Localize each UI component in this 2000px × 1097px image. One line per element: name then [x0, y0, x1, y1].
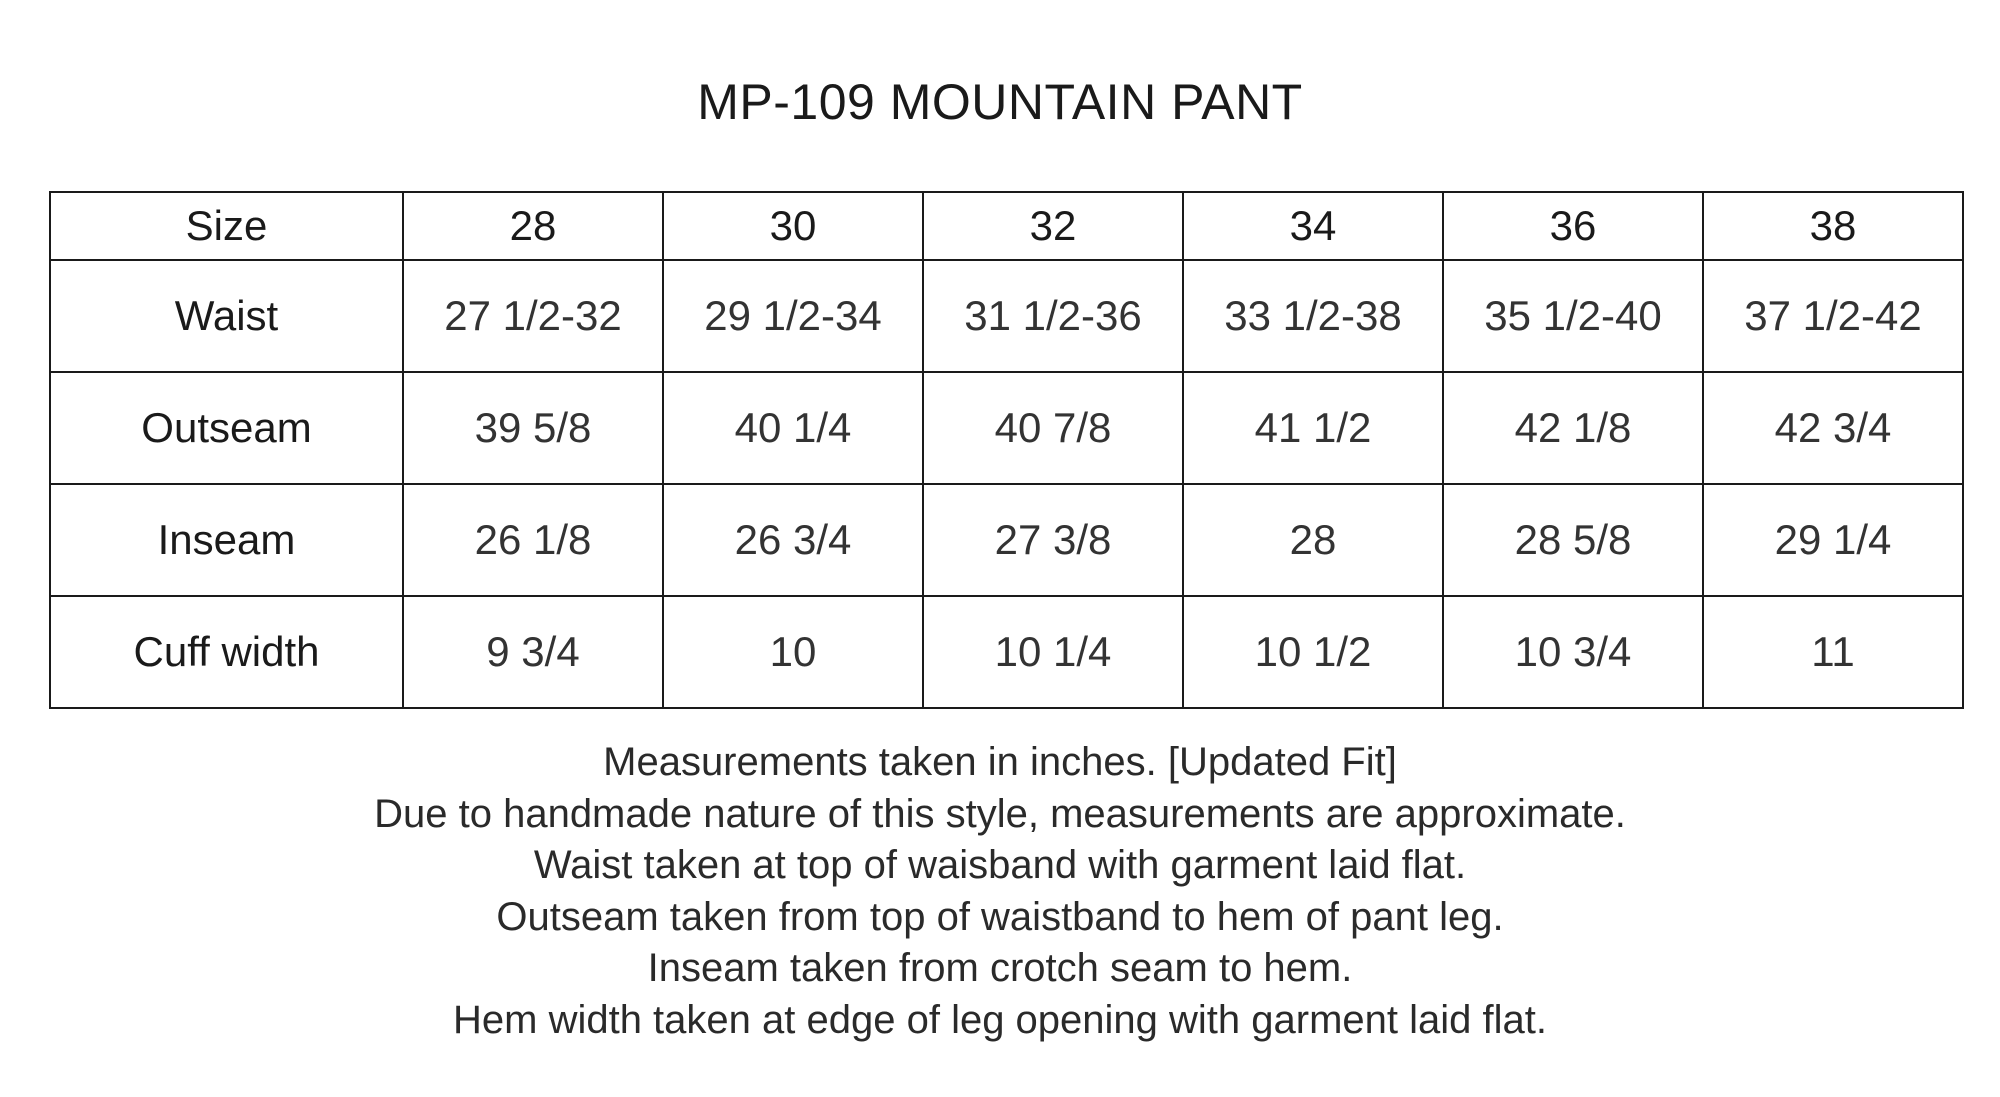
table-cell: 29 1/2-34	[663, 260, 923, 372]
note-line: Waist taken at top of waisband with garment laid flat.	[533, 843, 1467, 887]
table-cell: 10 3/4	[1443, 596, 1703, 708]
table-cell: 33 1/2-38	[1183, 260, 1443, 372]
note-line: Inseam taken from crotch seam to hem.	[647, 946, 1353, 990]
header-size-34: 34	[1183, 192, 1443, 260]
table-cell: 27 3/8	[923, 484, 1183, 596]
row-label-outseam: Outseam	[50, 372, 403, 484]
table-cell: 37 1/2-42	[1703, 260, 1963, 372]
table-cell: 31 1/2-36	[923, 260, 1183, 372]
page-title: MP-109 MOUNTAIN PANT	[697, 74, 1303, 130]
table-cell: 28 5/8	[1443, 484, 1703, 596]
table-cell: 9 3/4	[403, 596, 663, 708]
table-cell: 26 3/4	[663, 484, 923, 596]
row-label-cuff-width: Cuff width	[50, 596, 403, 708]
table-cell: 40 7/8	[923, 372, 1183, 484]
table-cell: 35 1/2-40	[1443, 260, 1703, 372]
table-cell: 26 1/8	[403, 484, 663, 596]
header-size-30: 30	[663, 192, 923, 260]
row-label-waist: Waist	[50, 260, 403, 372]
table-header-row	[50, 192, 1963, 260]
table-cell: 42 1/8	[1443, 372, 1703, 484]
table-cell: 29 1/4	[1703, 484, 1963, 596]
header-size-28: 28	[403, 192, 663, 260]
table-row	[50, 484, 1963, 596]
note-line: Due to handmade nature of this style, measurements are approximate.	[374, 791, 1626, 836]
note-line: Measurements taken in inches. [Updated Fit]	[603, 740, 1397, 784]
table-cell: 28	[1183, 484, 1443, 596]
table-cell: 41 1/2	[1183, 372, 1443, 484]
table-cell: 40 1/4	[663, 372, 923, 484]
note-line: Hem width taken at edge of leg opening with garment laid flat.	[453, 997, 1547, 1042]
table-cell: 39 5/8	[403, 372, 663, 484]
table-cell: 42 3/4	[1703, 372, 1963, 484]
table-row	[50, 260, 1963, 372]
table-cell: 11	[1703, 596, 1963, 708]
table-cell: 10	[663, 596, 923, 708]
measurement-notes	[0, 737, 2000, 1046]
header-size-36: 36	[1443, 192, 1703, 260]
note-line: Outseam taken from top of waistband to hem of pant leg.	[496, 894, 1504, 939]
table-cell: 10 1/4	[923, 596, 1183, 708]
table-cell: 27 1/2-32	[403, 260, 663, 372]
row-label-inseam: Inseam	[50, 484, 403, 596]
header-size-32: 32	[923, 192, 1183, 260]
table-row	[50, 596, 1963, 708]
header-size-label: Size	[50, 192, 403, 260]
header-size-38: 38	[1703, 192, 1963, 260]
size-chart-table	[49, 191, 1964, 709]
table-row	[50, 372, 1963, 484]
table-cell: 10 1/2	[1183, 596, 1443, 708]
